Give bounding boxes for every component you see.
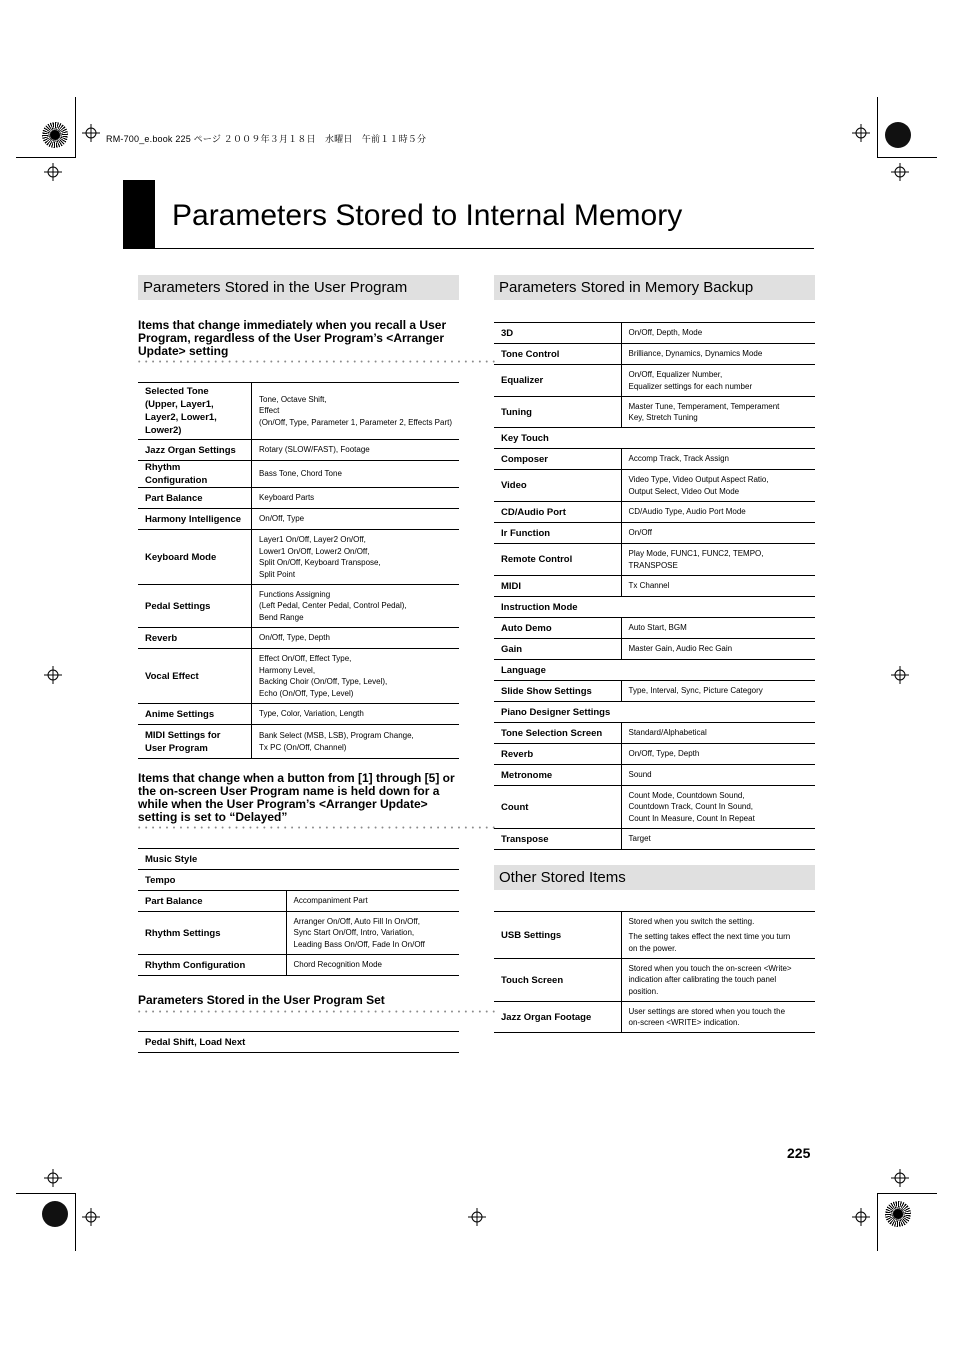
row-value: Chord Recognition Mode — [286, 955, 459, 976]
table-row — [494, 681, 815, 702]
registration-dot-icon — [42, 1201, 68, 1227]
block-heading-delayed: Items that change when a button from [1] through [5] or the on-screen User Program name is held down for a while when the User Program’s <Arranger Update> setting is set to “Delayed” — [138, 771, 455, 824]
row-key: Piano Designer Settings — [501, 706, 611, 718]
memory-backup-table — [494, 322, 815, 850]
registration-starburst-icon — [885, 1201, 911, 1227]
block-heading-program-set: Parameters Stored in the User Program Set — [138, 993, 385, 1007]
crosshair-icon — [468, 1208, 486, 1226]
row-value: On/Off, Type, Depth — [621, 744, 815, 765]
row-key: Auto Demo — [501, 622, 552, 634]
row-value: Accompaniment Part — [286, 891, 459, 912]
row-value: Stored when you switch the setting. The setting takes effect the next time you turn on the power. — [621, 912, 815, 959]
table-row — [138, 383, 459, 440]
row-key: Key Touch — [501, 432, 549, 444]
row-value: Bass Tone, Chord Tone — [252, 461, 459, 488]
row-key: Selected Tone (Upper, Layer1, Layer2, Lower1, Lower2) — [145, 386, 217, 436]
table-row — [494, 397, 815, 428]
row-value: Sound — [621, 765, 815, 786]
section-title-other-stored: Other Stored Items — [494, 865, 815, 890]
table-row — [494, 344, 815, 365]
row-key: Composer — [501, 453, 548, 465]
table-row — [494, 660, 815, 681]
row-value: CD/Audio Type, Audio Port Mode — [621, 502, 815, 523]
row-value: Master Tune, Temperament, Temperament Key, Stretch Tuning — [621, 397, 815, 428]
table-row — [494, 470, 815, 502]
row-key: CD/Audio Port — [501, 506, 566, 518]
section-title-user-program: Parameters Stored in the User Program — [138, 275, 459, 300]
user-program-immediate-table — [138, 382, 459, 759]
registration-dot-icon — [885, 122, 911, 148]
table-row — [138, 509, 459, 530]
row-value: Target — [621, 829, 815, 850]
table-row — [138, 870, 459, 891]
table-row — [494, 523, 815, 544]
row-value: Count Mode, Countdown Sound, Countdown Track, Count In Sound, Count In Measure, Count In Repeat — [621, 786, 815, 829]
user-program-delayed-table — [138, 848, 459, 976]
title-rule — [123, 248, 814, 249]
row-value: Video Type, Video Output Aspect Ratio, Output Select, Video Out Mode — [621, 470, 815, 502]
row-key: Rhythm Configuration — [145, 462, 208, 486]
crosshair-icon — [891, 1169, 909, 1187]
row-key: Reverb — [145, 632, 178, 644]
row-value: On/Off, Type, Depth — [252, 628, 459, 649]
row-value: Master Gain, Audio Rec Gain — [621, 639, 815, 660]
crosshair-icon — [891, 163, 909, 181]
registration-starburst-icon — [42, 122, 68, 148]
row-key: Keyboard Mode — [145, 551, 217, 563]
table-row — [494, 365, 815, 397]
row-key: Tone Control — [501, 348, 560, 360]
table-row — [494, 702, 815, 723]
row-value: Effect On/Off, Effect Type, Harmony Level, Backing Choir (On/Off, Type, Level), Echo (On/Off, Type, Level) — [252, 649, 459, 704]
crosshair-icon — [44, 1169, 62, 1187]
row-key: Anime Settings — [145, 708, 215, 720]
row-key: Count — [501, 801, 529, 813]
row-value: Layer1 On/Off, Layer2 On/Off, Lower1 On/Off, Lower2 On/Off, Split On/Off, Keyboard Transpose, Split Point — [252, 530, 459, 585]
crosshair-icon — [891, 666, 909, 684]
row-value: On/Off — [621, 523, 815, 544]
table-row — [138, 530, 459, 585]
table-row — [494, 323, 815, 344]
row-key: Reverb — [501, 748, 534, 760]
dotted-divider: •••••••••••••••••••••••••••••••••••••••••••••••••••• — [138, 825, 500, 832]
row-key: Slide Show Settings — [501, 685, 592, 697]
row-value: Bank Select (MSB, LSB), Program Change, Tx PC (On/Off, Channel) — [252, 725, 459, 759]
row-key: Part Balance — [145, 895, 203, 907]
row-key: Pedal Shift, Load Next — [145, 1036, 246, 1048]
table-row — [494, 786, 815, 829]
table-row — [494, 597, 815, 618]
table-row — [494, 618, 815, 639]
row-key: Rhythm Configuration — [145, 959, 246, 971]
section-title-memory-backup: Parameters Stored in Memory Backup — [494, 275, 815, 300]
table-row — [494, 502, 815, 523]
table-row — [494, 744, 815, 765]
crosshair-icon — [82, 1208, 100, 1226]
row-value: Accomp Track, Track Assign — [621, 449, 815, 470]
row-value: Tx Channel — [621, 576, 815, 597]
table-row — [494, 1002, 815, 1033]
page-title: Parameters Stored to Internal Memory — [172, 199, 683, 232]
row-key: Video — [501, 480, 527, 491]
row-key: Ir Function — [501, 527, 551, 539]
user-program-set-table — [138, 1031, 459, 1053]
row-key: 3D — [501, 327, 514, 339]
table-row — [138, 585, 459, 628]
table-row — [138, 461, 459, 488]
table-row — [138, 849, 459, 870]
table-row — [494, 959, 815, 1002]
other-stored-table — [494, 911, 815, 1033]
crosshair-icon — [44, 163, 62, 181]
print-header-line: RM-700_e.book 225 ページ ２００９年３月１８日 水曜日 午前１１時５分 — [106, 134, 427, 144]
table-row — [138, 649, 459, 704]
row-value: Play Mode, FUNC1, FUNC2, TEMPO, TRANSPOSE — [621, 544, 815, 576]
row-key: Tempo — [145, 874, 176, 886]
table-row — [138, 704, 459, 725]
page-number: 225 — [787, 1145, 811, 1161]
table-row — [494, 912, 815, 959]
table-row — [494, 428, 815, 449]
row-value: On/Off, Depth, Mode — [621, 323, 815, 344]
row-key: Pedal Settings — [145, 600, 211, 612]
row-key: Equalizer — [501, 375, 544, 386]
row-value: User settings are stored when you touch the on-screen <WRITE> indication. — [621, 1002, 815, 1033]
table-row — [138, 488, 459, 509]
row-value: Rotary (SLOW/FAST), Footage — [252, 440, 459, 461]
row-value: On/Off, Type — [252, 509, 459, 530]
row-value: Brilliance, Dynamics, Dynamics Mode — [621, 344, 815, 365]
row-key: Jazz Organ Settings — [145, 444, 236, 456]
row-value: Functions Assigning (Left Pedal, Center Pedal, Control Pedal), Bend Range — [252, 585, 459, 628]
table-row — [138, 1032, 459, 1053]
row-value: On/Off, Equalizer Number, Equalizer settings for each number — [621, 365, 815, 397]
row-value: Standard/Alphabetical — [621, 723, 815, 744]
crosshair-icon — [852, 1208, 870, 1226]
row-key: Tuning — [501, 406, 532, 418]
table-row — [138, 912, 459, 955]
table-row — [494, 723, 815, 744]
table-row — [138, 440, 459, 461]
table-row — [494, 639, 815, 660]
table-row — [138, 628, 459, 649]
crosshair-icon — [44, 666, 62, 684]
dotted-divider: •••••••••••••••••••••••••••••••••••••••••••••••••••• — [138, 359, 500, 366]
crosshair-icon — [82, 124, 100, 142]
table-row — [494, 765, 815, 786]
row-value: Type, Interval, Sync, Picture Category — [621, 681, 815, 702]
table-row — [494, 449, 815, 470]
table-row — [494, 576, 815, 597]
table-row — [138, 891, 459, 912]
row-key: MIDI — [501, 580, 522, 592]
crosshair-icon — [852, 124, 870, 142]
row-key: Jazz Organ Footage — [501, 1011, 592, 1023]
row-key: Vocal Effect — [145, 670, 199, 682]
row-value: Keyboard Parts — [252, 488, 459, 509]
row-key: MIDI Settings for User Program — [145, 729, 221, 754]
row-key: Instruction Mode — [501, 601, 578, 613]
row-key: Remote Control — [501, 554, 573, 565]
row-key: Metronome — [501, 769, 553, 781]
row-value: Auto Start, BGM — [621, 618, 815, 639]
block-heading-immediate: Items that change immediately when you recall a User Program, regardless of the User Program’s <Arranger Update> setting — [138, 318, 447, 358]
row-value: Tone, Octave Shift, Effect (On/Off, Type, Parameter 1, Parameter 2, Effects Part) — [252, 383, 459, 440]
row-key: Music Style — [145, 853, 198, 865]
row-key: Transpose — [501, 833, 549, 845]
row-key: Tone Selection Screen — [501, 727, 603, 739]
row-key: Part Balance — [145, 492, 203, 504]
row-key: Gain — [501, 643, 523, 655]
table-row — [494, 544, 815, 576]
row-key: USB Settings — [501, 929, 562, 941]
row-key: Touch Screen — [501, 974, 564, 986]
row-value: Stored when you touch the on-screen <Write> indication after calibrating the touch panel position. — [621, 959, 815, 1002]
table-row — [494, 829, 815, 850]
table-row — [138, 955, 459, 976]
row-value: Type, Color, Variation, Length — [252, 704, 459, 725]
row-value: Arranger On/Off, Auto Fill In On/Off, Sync Start On/Off, Intro, Variation, Leading Bass On/Off, Fade In On/Off — [286, 912, 459, 955]
title-accent-bar — [123, 180, 155, 249]
row-key: Rhythm Settings — [145, 927, 221, 939]
dotted-divider: •••••••••••••••••••••••••••••••••••••••••••••••••••• — [138, 1009, 500, 1016]
row-key: Harmony Intelligence — [145, 513, 242, 525]
table-row — [138, 725, 459, 759]
row-key: Language — [501, 664, 546, 676]
